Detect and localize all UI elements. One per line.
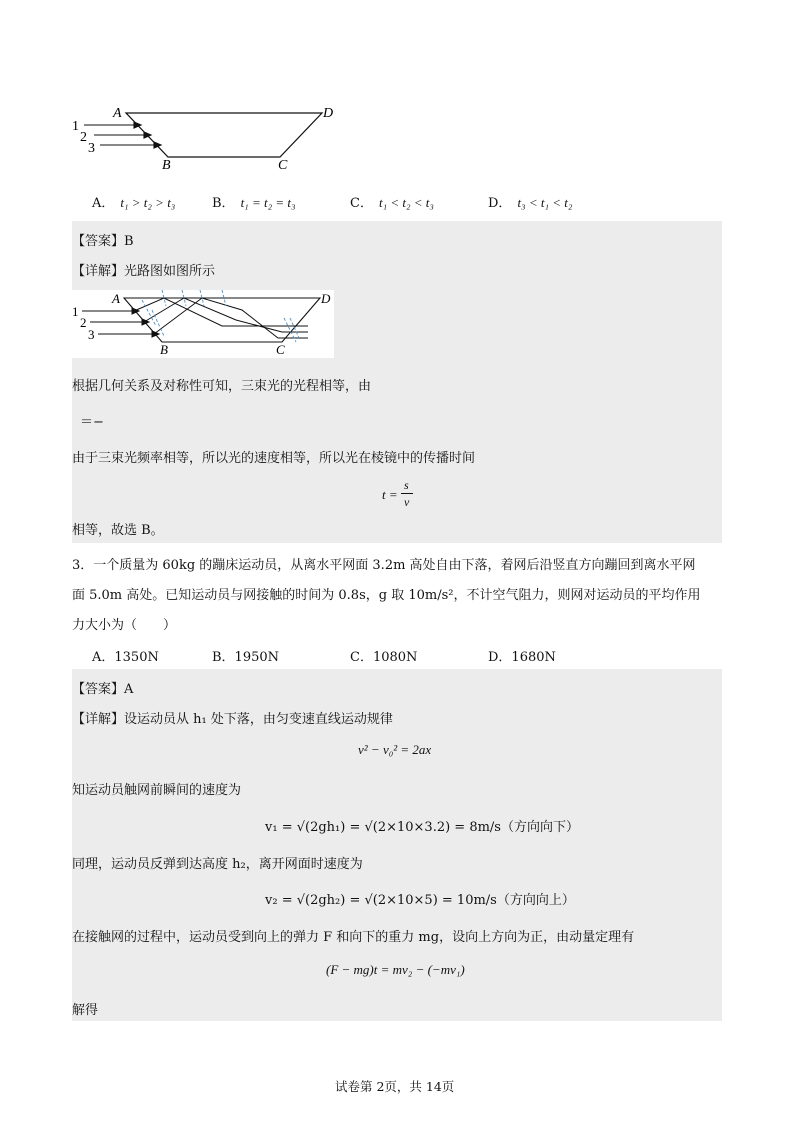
label-ray1: 1 [72, 119, 79, 134]
label-A: A [113, 106, 122, 121]
label-B: B [160, 342, 168, 357]
q3-detail5: 解得 [72, 1003, 99, 1018]
q3-detail1: 【详解】设运动员从 h₁ 处下落，由匀变速直线运动规律 [72, 712, 393, 727]
label-D: D [321, 291, 331, 306]
label-C: C [276, 342, 285, 357]
q2-answer: 【答案】B [72, 234, 134, 249]
q3-stem-line2: 面 5.0m 高处。已知运动员与网接触的时间为 0.8s，g 取 10m/s²，不计空气阻力，则网对运动员的平均作用 [72, 588, 701, 603]
q2-detail-intro: 【详解】光路图如图所示 [72, 264, 216, 279]
light-path-figure [72, 290, 334, 358]
label-B: B [162, 158, 171, 172]
q2-option-c[interactable]: C． t₁ < t₂ < t₃ [350, 195, 434, 211]
eq2-lhs: t = [382, 487, 398, 502]
eq2-denominator: v [404, 495, 410, 509]
label-C: C [278, 158, 288, 172]
q2-line2: 由于三束光频率相等，所以光的速度相等，所以光在棱镜中的传播时间 [72, 451, 476, 466]
label-ray1: 1 [72, 304, 79, 319]
q3-eq-v1: v₁ = √(2gh₁) = √(2×10×3.2) = 8m/s（方向向下） [265, 820, 579, 835]
q3-detail3: 同理，运动员反弹到达高度 h₂，离开网面时速度为 [72, 857, 363, 872]
q2-option-b[interactable]: B． t₁ = t₂ = t₃ [212, 195, 296, 211]
page-footer: 试卷第 2页，共 14页 [335, 1079, 455, 1094]
q2-option-a[interactable]: A． t₁ > t₂ > t₃ [92, 195, 176, 211]
q3-stem-line3: 力大小为（ ） [72, 618, 177, 633]
label-ray3: 3 [88, 327, 95, 342]
q3-detail2: 知运动员触网前瞬间的速度为 [72, 783, 242, 798]
label-ray2: 2 [80, 130, 87, 145]
eq2-fraction-bar [401, 493, 413, 494]
q3-option-d[interactable]: D．1680N [488, 650, 556, 665]
q3-answer: 【答案】A [72, 682, 134, 697]
q3-eq-kinematics: v² − v₀² = 2ax [358, 742, 432, 757]
label-A: A [112, 291, 120, 306]
prism-figure [70, 100, 350, 172]
refracted-rays [134, 298, 308, 338]
q2-option-d[interactable]: D． t₃ < t₁ < t₂ [488, 195, 573, 211]
q2-eq1: ＝− [80, 415, 104, 430]
q3-option-b[interactable]: B．1950N [212, 650, 280, 665]
incident-rays [84, 122, 161, 148]
q3-stem-line1: 3．一个质量为 60kg 的蹦床运动员，从离水平网面 3.2m 高处自由下落，着网后沿竖直方向蹦回到离水平网 [72, 558, 696, 573]
eq2-numerator: s [404, 478, 409, 492]
label-ray3: 3 [88, 141, 95, 156]
q3-option-a[interactable]: A．1350N [92, 650, 159, 665]
prism-outline [126, 113, 322, 157]
q3-option-c[interactable]: C．1080N [350, 650, 418, 665]
q2-line3: 相等，故选 B。 [72, 523, 164, 538]
label-D: D [323, 106, 334, 121]
q3-eq-momentum: (F − mg)t = mv₂ − (−mv₁) [326, 962, 465, 977]
q3-eq-v2: v₂ = √(2gh₂) = √(2×10×5) = 10m/s（方向向上） [265, 893, 575, 908]
q2-line1: 根据几何关系及对称性可知，三束光的光程相等，由 [72, 379, 372, 394]
label-ray2: 2 [80, 315, 87, 330]
q3-detail4: 在接触网的过程中，运动员受到向上的弹力 F 和向下的重力 mg，设向上方向为正，由动量定理有 [72, 930, 635, 945]
